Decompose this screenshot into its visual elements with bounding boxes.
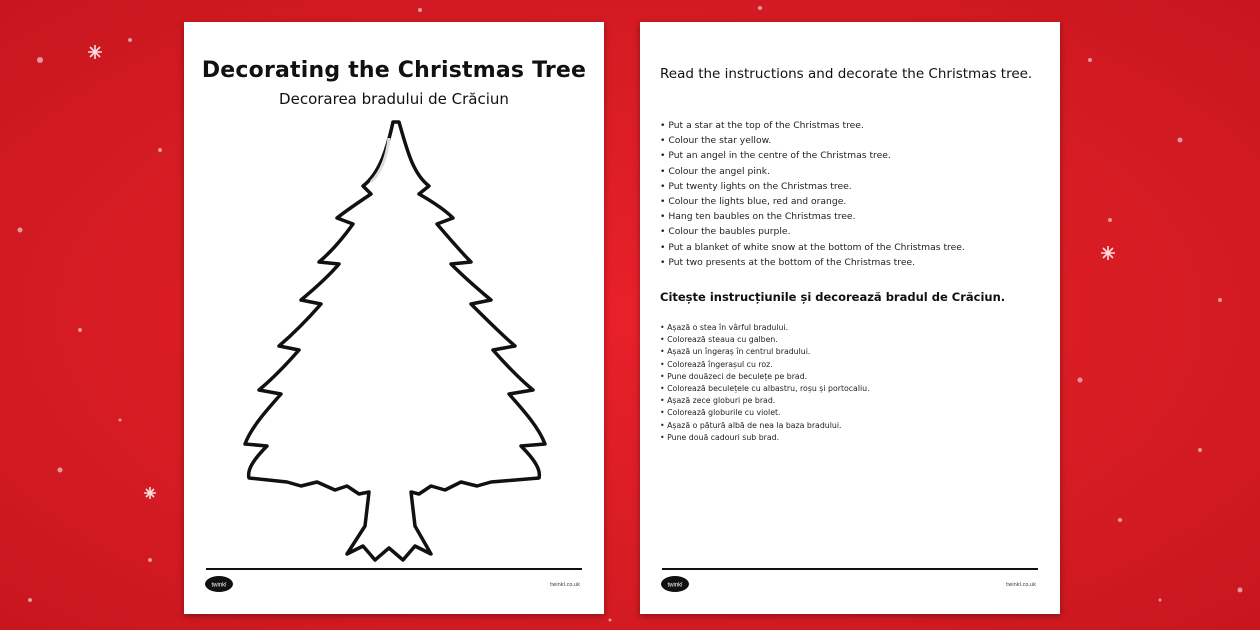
website-url: twinkl.co.uk <box>550 582 580 588</box>
footer-divider <box>206 568 582 570</box>
list-item: • Colour the angel pink. <box>660 164 965 179</box>
list-item: • Colorează îngerașul cu roz. <box>660 359 870 371</box>
worksheet-page-tree <box>184 22 604 614</box>
list-item: • Colour the star yellow. <box>660 133 965 148</box>
list-item: • Pune două cadouri sub brad. <box>660 432 870 444</box>
twinkl-logo <box>660 574 690 594</box>
website-url: twinkl.co.uk <box>1006 582 1036 588</box>
twinkl-logo <box>204 574 234 594</box>
list-item: • Put two presents at the bottom of the Christmas tree. <box>660 255 965 270</box>
list-item: • Colour the baubles purple. <box>660 224 965 239</box>
list-item: • Așază zece globuri pe brad. <box>660 395 870 407</box>
list-item: • Hang ten baubles on the Christmas tree. <box>660 209 965 224</box>
christmas-tree-outline <box>239 114 549 574</box>
list-item: • Colorează globurile cu violet. <box>660 407 870 419</box>
list-item: • Așază un îngeraș în centrul bradului. <box>660 346 870 358</box>
footer-divider <box>662 568 1038 570</box>
list-item: • Put an angel in the centre of the Christmas tree. <box>660 148 965 163</box>
worksheet-subtitle: Decorarea bradului de Crăciun <box>279 90 509 108</box>
worksheet-page-instructions <box>640 22 1060 614</box>
instructions-heading-en: Read the instructions and decorate the Christmas tree. <box>660 66 1033 82</box>
svg-text:twinkl: twinkl <box>667 582 683 589</box>
list-item: • Put a blanket of white snow at the bottom of the Christmas tree. <box>660 240 965 255</box>
instructions-list-en <box>660 118 965 270</box>
list-item: • Așază o pătură albă de nea la baza bradului. <box>660 420 870 432</box>
list-item: • Pune douăzeci de beculețe pe brad. <box>660 371 870 383</box>
list-item: • Colorează beculețele cu albastru, roșu și portocaliu. <box>660 383 870 395</box>
instructions-list-ro <box>660 322 870 444</box>
instructions-heading-ro: Citește instrucțiunile și decorează bradul de Crăciun. <box>660 290 1006 304</box>
svg-text:twinkl: twinkl <box>211 582 227 589</box>
list-item: • Colorează steaua cu galben. <box>660 334 870 346</box>
list-item: • Put twenty lights on the Christmas tree. <box>660 179 965 194</box>
list-item: • Așază o stea în vârful bradului. <box>660 322 870 334</box>
list-item: • Colour the lights blue, red and orange. <box>660 194 965 209</box>
worksheet-title: Decorating the Christmas Tree <box>201 58 587 83</box>
list-item: • Put a star at the top of the Christmas tree. <box>660 118 965 133</box>
